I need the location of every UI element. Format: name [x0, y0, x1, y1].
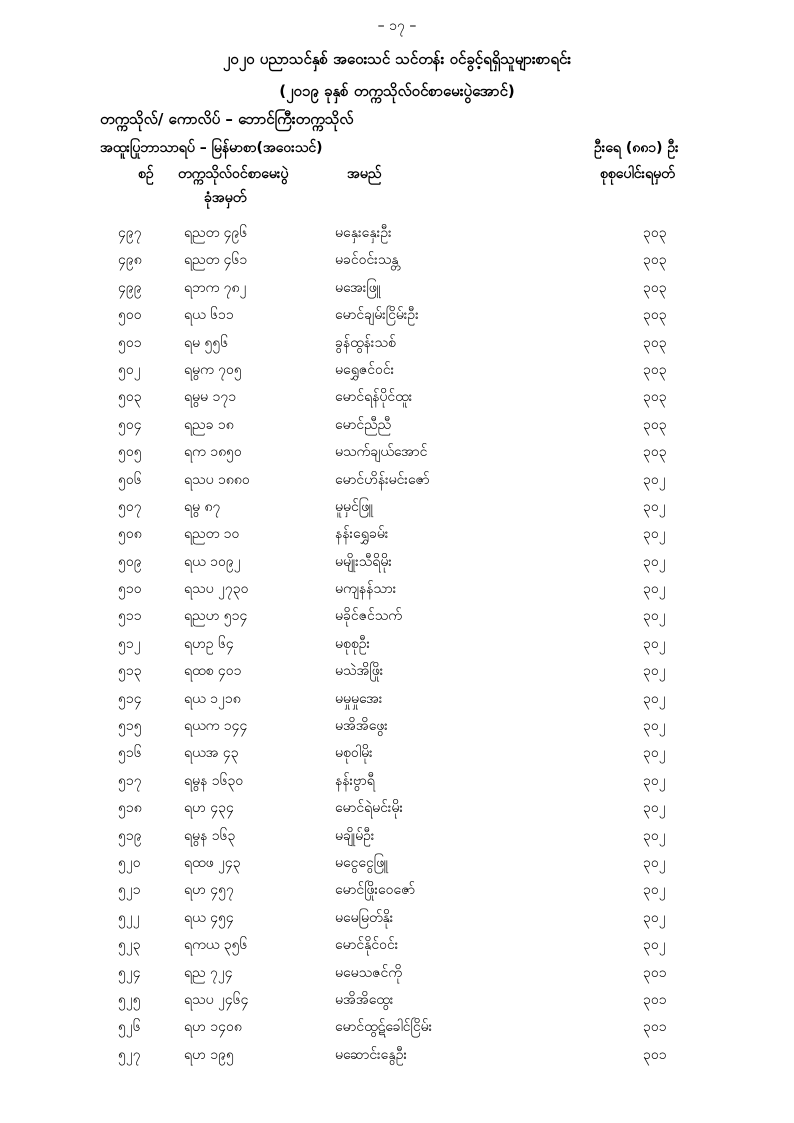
row-number: ၅၁၉ — [118, 827, 142, 844]
row-number: ၅၁၆ — [118, 745, 142, 762]
student-name: မနှေးနှေးဦး — [335, 225, 392, 241]
total-score: ၃၀၂ — [643, 909, 666, 926]
roll-number: ရယက ၁၄၄ — [184, 718, 248, 735]
roll-number: ရမွန ၁၆၃ — [184, 827, 236, 844]
column-header-no: စဉ် — [138, 166, 154, 182]
roll-number: ရက ၁၈၅၀ — [184, 444, 242, 461]
table-row — [0, 768, 794, 795]
row-number: ၅၀၅ — [118, 444, 142, 461]
roll-number: ရယအ ၄၃ — [184, 745, 239, 762]
row-number: ၅၁၅ — [118, 718, 142, 735]
table-row — [0, 302, 794, 329]
table-row — [0, 795, 794, 822]
roll-number: ရသပ ၂၄၆၄ — [184, 991, 249, 1008]
row-number: ၅၁၇ — [118, 772, 142, 789]
total-score: ၃၀၁ — [643, 964, 667, 981]
student-name: မချိုမ်ဦး — [335, 827, 375, 844]
table-row — [0, 905, 794, 932]
table-row — [0, 823, 794, 850]
column-header-name: အမည် — [347, 166, 382, 182]
student-name: နန်းဗွာရီ — [335, 772, 375, 789]
total-score: ၃၀၂ — [643, 471, 666, 488]
row-number: ၅၀၆ — [118, 471, 142, 488]
row-number: ၅၀၄ — [118, 416, 142, 433]
row-number: ၅၀၀ — [118, 307, 142, 324]
roll-number: ရညတ ၄၆၁ — [184, 252, 248, 269]
roll-number: ရထစ ၄၀၁ — [184, 663, 242, 680]
table-row — [0, 576, 794, 603]
table-row — [0, 603, 794, 630]
count-heading: ဦးရေ (၈၈၁) ဦး — [594, 140, 679, 156]
table-row — [0, 467, 794, 494]
roll-number: ရညတ ၁၀ — [184, 526, 240, 543]
row-number: ၅၀၁ — [118, 334, 142, 351]
total-score: ၃၀၂ — [643, 882, 666, 899]
roll-number: ရကယ ၃၅၆ — [184, 937, 248, 954]
total-score: ၃၀၃ — [643, 252, 667, 269]
table-row — [0, 631, 794, 658]
total-score: ၃၀၃ — [643, 416, 667, 433]
table-row — [0, 494, 794, 521]
roll-number: ရညခ ၁၈ — [184, 416, 234, 433]
column-header-roll-line2: ခုံအမှတ် — [204, 190, 247, 206]
student-name: မကျနန်သား — [335, 581, 397, 598]
table-row — [0, 740, 794, 767]
roll-number: ရဟ ၄၅၇ — [184, 882, 234, 899]
row-number: ၄၉၉ — [118, 279, 142, 296]
total-score: ၃၀၂ — [643, 772, 666, 789]
row-number: ၅၁၄ — [118, 690, 142, 707]
table-row — [0, 330, 794, 357]
row-number: ၅၂၁ — [118, 882, 141, 899]
student-name: မောင်ဖြိုးဝေဇော် — [335, 882, 416, 899]
row-number: ၅၁၁ — [118, 608, 142, 625]
row-number: ၄၉၈ — [118, 252, 142, 269]
total-score: ၃၀၂ — [643, 635, 666, 652]
table-row — [0, 1014, 794, 1041]
total-score: ၃၀၂ — [643, 745, 666, 762]
roll-number: ရဘက ၇၈၂ — [184, 279, 247, 296]
column-header-roll: တက္ကသိုလ်ဝင်စာမေးပွဲ — [178, 166, 289, 182]
total-score: ၃၀၁ — [643, 1046, 667, 1063]
total-score: ၃၀၂ — [643, 526, 666, 543]
row-number: ၅၂၆ — [118, 1019, 141, 1036]
roll-number: ရမွ ၈၇ — [184, 498, 221, 515]
roll-number: ရယ ၁၀၉၂ — [184, 553, 241, 570]
student-name: မမေမြတ်နိုး — [335, 909, 394, 926]
table-row — [0, 247, 794, 274]
table-row — [0, 439, 794, 466]
student-name: မခင်ဝင်းသန္တ — [335, 252, 399, 269]
row-number: ၄၉၇ — [118, 225, 142, 241]
roll-number: ရသပ ၂၇၃၀ — [184, 581, 249, 598]
total-score: ၃၀၂ — [643, 718, 666, 735]
student-name: မောင်ရဲမင်းမိုး — [335, 800, 404, 817]
roll-number: ရယ ၄၅၄ — [184, 909, 234, 926]
student-name: မမှုမှုအေး — [335, 690, 383, 707]
row-number: ၅၀၇ — [118, 498, 142, 515]
student-name: မစုဝါမိုး — [335, 745, 373, 762]
total-score: ၃၀၂ — [643, 498, 666, 515]
roll-number: ရဟ ၁၄၀၈ — [184, 1019, 242, 1036]
total-score: ၃၀၃ — [643, 444, 667, 461]
table-row — [0, 220, 794, 247]
roll-number: ရဟ ၁၉၅ — [184, 1046, 234, 1063]
roll-number: ရထဖ ၂၄၃ — [184, 854, 241, 871]
roll-number: ရဟဥ ၆၄ — [184, 635, 234, 652]
table-row — [0, 1042, 794, 1069]
student-name: မမျိုးသီရိမိုး — [335, 553, 392, 570]
row-number: ၅၂၂ — [118, 909, 140, 926]
student-name: မောင်ထွဋ်ခေါင်ငြိမ်း — [335, 1019, 433, 1036]
total-score: ၃၀၂ — [643, 937, 666, 954]
total-score: ၃၀၃ — [643, 279, 667, 296]
student-name: မရွှေဇင်ဝင်း — [335, 361, 395, 378]
student-name: မမေသဇင်ကို — [335, 964, 402, 981]
document-subtitle: (၂၀၁၉ ခုနှစ် တက္ကသိုလ်ဝင်စာမေးပွဲအောင်) — [279, 82, 515, 100]
row-number: ၅၁၂ — [118, 635, 141, 652]
roll-number: ရသပ ၁၈၈၀ — [184, 471, 250, 488]
total-score: ၃၀၃ — [643, 389, 667, 406]
student-name: မသဲအိဖြိုး — [335, 663, 384, 680]
row-number: ၅၀၃ — [118, 389, 142, 406]
student-name: မောင်ချမ်းငြိမ်းဦး — [335, 307, 419, 324]
student-name: မဆောင်းနွေဦး — [335, 1046, 408, 1063]
row-number: ၅၁၃ — [118, 663, 142, 680]
table-row — [0, 877, 794, 904]
row-number: ၅၁၀ — [118, 581, 142, 598]
total-score: ၃၀၂ — [643, 690, 666, 707]
roll-number: ရညတ ၄၉၆ — [184, 225, 248, 241]
roll-number: ရယ ၁၂၁၈ — [184, 690, 241, 707]
total-score: ၃၀၂ — [643, 608, 666, 625]
student-name: မောင်ညီညီ — [335, 416, 392, 433]
total-score: ၃၀၃ — [643, 225, 667, 241]
student-name: မစုစုဦး — [335, 635, 371, 652]
table-row — [0, 658, 794, 685]
subject-heading: အထူးပြုဘာသာရပ် – မြန်မာစာ(အဝေးသင်) — [100, 140, 323, 156]
total-score: ၃၀၃ — [643, 334, 667, 351]
student-name: မောင်နိုင်ဝင်း — [335, 937, 399, 954]
table-row — [0, 521, 794, 548]
student-name: မအေးဖြူ — [335, 279, 381, 296]
student-name: မအိအိထွေး — [335, 991, 394, 1008]
table-row — [0, 960, 794, 987]
roll-number: ရမွက ၇၀၅ — [184, 361, 242, 378]
student-name: မောင်ဟိန်းမင်းဇော် — [335, 471, 430, 488]
student-name: ခွန်ထွန်းသစ် — [335, 334, 396, 351]
row-number: ၅၀၂ — [118, 361, 141, 378]
roll-number: ရညဟ ၅၁၄ — [184, 608, 248, 625]
table-row — [0, 686, 794, 713]
row-number: ၅၂၇ — [118, 1046, 141, 1063]
table-row — [0, 412, 794, 439]
total-score: ၃၀၂ — [643, 581, 666, 598]
row-number: ၅၁၈ — [118, 800, 142, 817]
total-score: ၃၀၂ — [643, 553, 666, 570]
university-heading: တက္ကသိုလ်/ ကောလိပ် – ဘောင်ကြီးတက္ကသိုလ် — [100, 110, 354, 128]
student-name: မောင်ရန်ပိုင်ထူး — [335, 389, 413, 406]
table-row — [0, 275, 794, 302]
student-name: မငွေငွေဖြူ — [335, 854, 389, 871]
total-score: ၃၀၂ — [643, 800, 666, 817]
roll-number: ရယ ၆၁၁ — [184, 307, 234, 324]
roll-number: ရမ ၅၅၆ — [184, 334, 229, 351]
total-score: ၃၀၂ — [643, 854, 666, 871]
roll-number: ရည ၇၂၄ — [184, 964, 233, 981]
row-number: ၅၂၅ — [118, 991, 141, 1008]
table-row — [0, 713, 794, 740]
row-number: ၅၂၃ — [118, 937, 141, 954]
table-row — [0, 549, 794, 576]
student-name: နန်းရွှေခမ်း — [335, 526, 389, 543]
total-score: ၃၀၂ — [643, 663, 666, 680]
student-name: မအိအိဖွေး — [335, 718, 388, 735]
table-row — [0, 357, 794, 384]
roll-number: ရမွန ၁၆၃၀ — [184, 772, 244, 789]
student-name: မခိုင်ဇင်သက် — [335, 608, 402, 625]
row-number: ၅၀၈ — [118, 526, 142, 543]
total-score: ၃၀၃ — [643, 307, 667, 324]
row-number: ၅၂၀ — [118, 854, 141, 871]
table-row — [0, 850, 794, 877]
results-list — [0, 220, 794, 1069]
total-score: ၃၀၃ — [643, 361, 667, 378]
student-name: မသက်ချယ်အောင် — [335, 444, 428, 461]
row-number: ၅၀၉ — [118, 553, 142, 570]
column-header-score: စုစုပေါင်းရမှတ် — [600, 166, 675, 182]
roll-number: ရဟ ၄၃၄ — [184, 800, 234, 817]
total-score: ၃၀၁ — [643, 991, 667, 1008]
row-number: ၅၂၄ — [118, 964, 141, 981]
table-row — [0, 932, 794, 959]
page-number: – ၁၇ – — [377, 18, 417, 34]
document-title: ၂၀၂၀ ပညာသင်နှစ် အဝေးသင် သင်တန်း ဝင်ခွင့်ရရှိသူများစာရင်း — [222, 50, 572, 68]
table-row — [0, 987, 794, 1014]
student-name: မူမှင်ဖြူ — [335, 498, 374, 515]
total-score: ၃၀၁ — [643, 1019, 667, 1036]
table-row — [0, 384, 794, 411]
roll-number: ရမွမ ၁၇၁ — [184, 389, 237, 406]
total-score: ၃၀၂ — [643, 827, 666, 844]
